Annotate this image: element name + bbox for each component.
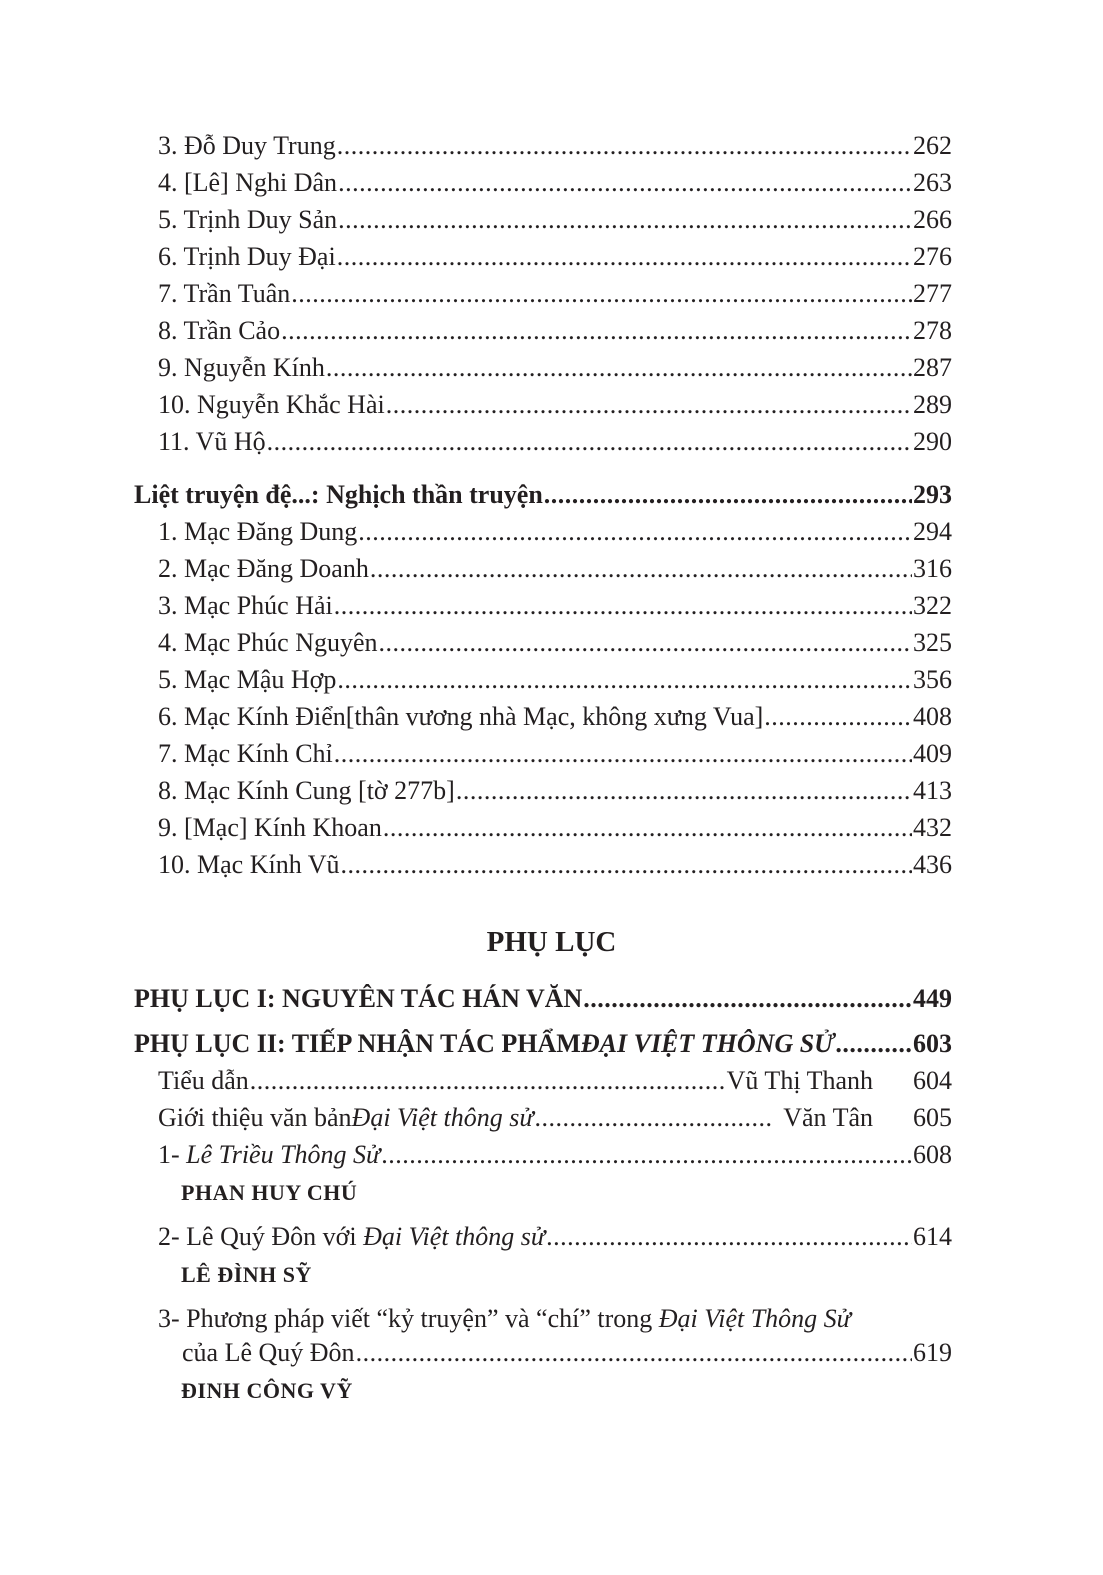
entry-label-italic: Đại Việt thông sử — [351, 1103, 534, 1132]
text-intro-entry — [158, 1099, 952, 1136]
entry-label: 6. Mạc Kính Điển[thân vương nhà Mạc, không xưng Vua] — [158, 702, 764, 731]
intro-entry — [158, 1062, 952, 1099]
appendix-item-3-line-2 — [182, 1334, 952, 1371]
page-number: 277 — [913, 279, 952, 308]
dot-leader — [356, 1334, 912, 1371]
entry-label: 10. Nguyễn Khắc Hài — [158, 390, 385, 419]
page-number: 289 — [913, 390, 952, 419]
toc-entry — [158, 624, 952, 661]
dot-leader — [379, 624, 912, 661]
appendix-title: PHỤ LỤC — [486, 926, 617, 958]
dot-leader — [326, 349, 912, 386]
item-label-continued: của Lê Quý Đôn — [182, 1338, 355, 1367]
entry-label: 4. [Lê] Nghi Dân — [158, 168, 338, 197]
dot-leader — [337, 238, 912, 275]
toc-entry — [158, 275, 952, 312]
toc-entry — [158, 661, 952, 698]
dot-leader — [835, 1025, 912, 1062]
page-number: 603 — [913, 1029, 952, 1058]
page-number: 604 — [913, 1066, 952, 1095]
dot-leader — [337, 661, 912, 698]
page-number: 432 — [913, 813, 952, 842]
dot-leader — [546, 1218, 912, 1255]
dot-leader — [337, 127, 912, 164]
dot-leader — [334, 587, 912, 624]
toc-entry — [158, 587, 952, 624]
dot-leader — [544, 476, 912, 513]
page-number: 262 — [913, 131, 952, 160]
dot-leader — [341, 846, 912, 883]
item-prefix: 2- Lê Quý Đôn với — [158, 1222, 364, 1251]
appendix-part-2 — [134, 1025, 952, 1062]
page-number: 263 — [913, 168, 952, 197]
dot-leader — [291, 275, 912, 312]
dot-leader — [250, 1062, 726, 1099]
item-author: PHAN HUY CHÚ — [181, 1180, 358, 1205]
page-number: 316 — [913, 554, 952, 583]
page-number: 322 — [913, 591, 952, 620]
dot-leader — [267, 423, 912, 460]
toc-entry — [158, 201, 952, 238]
appendix-item — [158, 1136, 952, 1173]
part-label-italic: ĐẠI VIỆT THÔNG SỬ — [580, 1029, 835, 1058]
entry-label: 9. [Mạc] Kính Khoan — [158, 813, 382, 842]
page-number: 276 — [913, 242, 952, 271]
toc-entry — [158, 164, 952, 201]
page-number: 356 — [913, 665, 952, 694]
toc-entry — [158, 772, 952, 809]
page-number: 293 — [913, 480, 952, 509]
page-number: 614 — [913, 1222, 952, 1251]
toc-entry — [158, 349, 952, 386]
entry-author: Vũ Thị Thanh — [726, 1066, 873, 1095]
page-number: 619 — [913, 1338, 952, 1367]
dot-leader — [456, 772, 912, 809]
page-number: 608 — [913, 1140, 952, 1169]
dot-leader — [381, 1136, 912, 1173]
page-number: 449 — [913, 984, 952, 1013]
dot-leader — [358, 513, 912, 550]
appendix-part-1 — [134, 980, 952, 1017]
toc-entry — [158, 386, 952, 423]
part-label-prefix: PHỤ LỤC II: TIẾP NHẬN TÁC PHẨM — [134, 1029, 581, 1058]
dot-leader — [281, 312, 912, 349]
entry-label: 2. Mạc Đăng Doanh — [158, 554, 369, 583]
page-number: 266 — [913, 205, 952, 234]
chapter-label: Liệt truyện đệ...: Nghịch thần truyện — [134, 480, 543, 509]
page-number: 436 — [913, 850, 952, 879]
item-author: LÊ ĐÌNH SỸ — [181, 1262, 312, 1287]
dot-leader — [583, 980, 912, 1017]
item-author: ĐINH CÔNG VỸ — [181, 1378, 353, 1403]
item-prefix: 3- Phương pháp viết “kỷ truyện” và “chí” trong — [158, 1304, 659, 1333]
appendix-item — [158, 1218, 952, 1255]
entry-label: 3. Mạc Phúc Hải — [158, 591, 333, 620]
toc-entry — [158, 423, 952, 460]
toc-entry — [158, 238, 952, 275]
entry-label: 6. Trịnh Duy Đại — [158, 242, 336, 271]
entry-label: 8. Mạc Kính Cung [tờ 277b] — [158, 776, 455, 805]
toc-entry — [158, 513, 952, 550]
toc-entry — [158, 698, 952, 735]
appendix-item-3-line-1 — [158, 1300, 851, 1337]
dot-leader — [383, 809, 912, 846]
page-number: 287 — [913, 353, 952, 382]
item-title-italic: Lê Triều Thông Sử — [186, 1140, 381, 1169]
item-prefix: 1- — [158, 1140, 187, 1169]
page-number: 605 — [913, 1103, 952, 1132]
dot-leader — [535, 1099, 775, 1136]
dot-leader — [338, 201, 912, 238]
dot-leader — [764, 698, 912, 735]
toc-entry — [158, 550, 952, 587]
entry-label: 7. Trần Tuân — [158, 279, 291, 308]
entry-label: 10. Mạc Kính Vũ — [158, 850, 340, 879]
toc-entry — [158, 809, 952, 846]
chapter-entry — [134, 476, 952, 513]
page-number: 325 — [913, 628, 952, 657]
dot-leader — [338, 164, 912, 201]
entry-label: 11. Vũ Hộ — [158, 427, 266, 456]
dot-leader — [334, 735, 912, 772]
toc-entry — [158, 312, 952, 349]
page-number: 413 — [913, 776, 952, 805]
part-label: PHỤ LỤC I: NGUYÊN TÁC HÁN VĂN — [134, 984, 583, 1013]
page-number: 408 — [913, 702, 952, 731]
item-title-italic: Đại Việt Thông Sử — [658, 1304, 851, 1333]
item-title-italic: Đại Việt thông sử — [363, 1222, 546, 1251]
page-number: 278 — [913, 316, 952, 345]
dot-leader — [370, 550, 912, 587]
toc-entry — [158, 735, 952, 772]
dot-leader — [386, 386, 912, 423]
entry-label: Tiểu dẫn — [158, 1066, 249, 1095]
entry-label: 5. Mạc Mậu Hợp — [158, 665, 337, 694]
entry-label: 7. Mạc Kính Chỉ — [158, 739, 333, 768]
entry-label-prefix: Giới thiệu văn bản — [158, 1103, 352, 1132]
toc-entry — [158, 127, 952, 164]
page-number: 294 — [913, 517, 952, 546]
entry-label: 3. Đỗ Duy Trung — [158, 131, 336, 160]
page-number: 290 — [913, 427, 952, 456]
entry-label: 9. Nguyễn Kính — [158, 353, 325, 382]
page-number: 409 — [913, 739, 952, 768]
toc-entry — [158, 846, 952, 883]
entry-label: 4. Mạc Phúc Nguyên — [158, 628, 378, 657]
entry-label: 1. Mạc Đăng Dung — [158, 517, 358, 546]
entry-author: Văn Tân — [783, 1103, 873, 1132]
entry-label: 8. Trần Cảo — [158, 316, 281, 345]
entry-label: 5. Trịnh Duy Sản — [158, 205, 338, 234]
